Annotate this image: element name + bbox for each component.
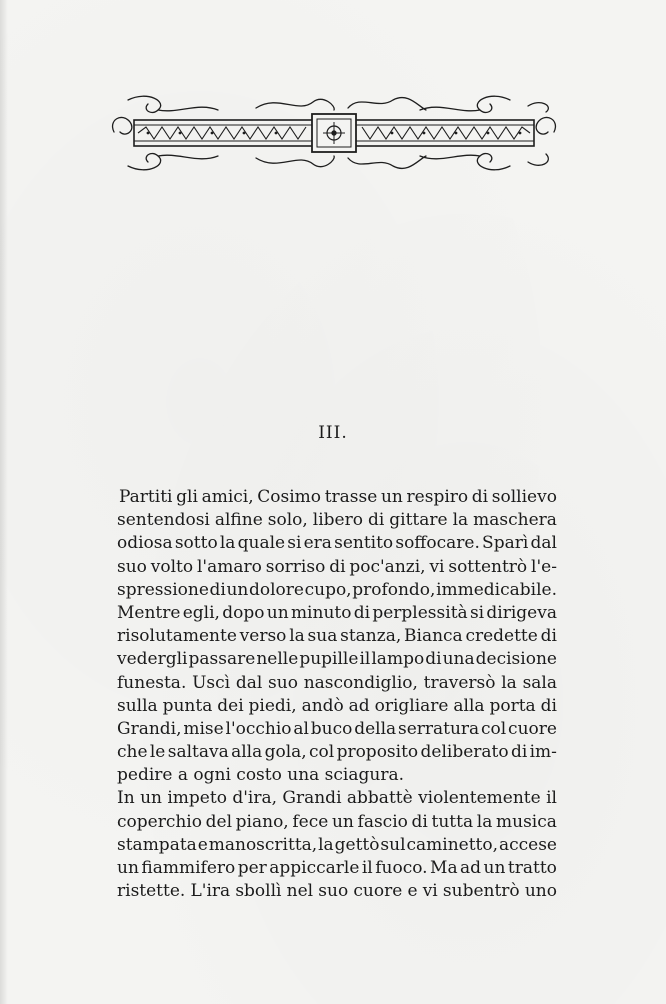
word: piano, <box>235 811 289 832</box>
word: sorriso <box>265 556 326 577</box>
word: mise <box>183 718 224 739</box>
word: appiccarle <box>269 858 360 878</box>
word: soffocare. <box>395 533 480 554</box>
word: In <box>117 788 135 809</box>
word: di <box>510 742 528 763</box>
word: vedergli <box>117 649 188 670</box>
word: suo <box>318 881 349 902</box>
word: tutta <box>431 811 474 832</box>
word: col <box>309 742 335 763</box>
word: di <box>411 811 428 832</box>
page-gutter-shadow <box>0 0 8 1004</box>
word: Grandi <box>282 788 342 809</box>
word: buco <box>310 718 353 739</box>
word: porta <box>489 695 536 716</box>
word: dolore <box>249 579 304 600</box>
word: punta <box>162 695 213 716</box>
word: dei <box>217 695 244 716</box>
word: di <box>209 579 226 600</box>
decorative-headpiece-icon <box>108 92 560 174</box>
word: della <box>354 718 397 739</box>
word: odiosa <box>117 533 173 554</box>
word: spressione <box>117 579 209 600</box>
word: il <box>361 858 373 878</box>
word: libero <box>312 510 363 531</box>
word: risolutamente <box>117 626 237 647</box>
body-text <box>117 487 557 904</box>
word: poc'anzi, <box>349 556 426 577</box>
word: violentemente <box>418 788 541 809</box>
text-line <box>117 719 557 742</box>
word: dal <box>235 672 263 693</box>
text-line <box>117 835 557 858</box>
word: coperchio <box>117 811 202 832</box>
word: alla <box>453 695 485 716</box>
word: im- <box>529 742 557 763</box>
word: d'ira, <box>232 788 277 809</box>
word: caminetto, <box>406 834 499 855</box>
word: la <box>476 811 493 832</box>
text-line <box>117 788 557 811</box>
text-line <box>117 487 557 510</box>
word: fascio <box>357 811 408 832</box>
word: Mentre <box>117 602 181 623</box>
word: la <box>318 834 334 855</box>
word: stanza, <box>340 626 402 647</box>
word: vi <box>429 556 445 577</box>
word: uno <box>524 881 557 902</box>
word: piedi, <box>248 695 297 716</box>
word: sala <box>522 672 557 693</box>
word: andò <box>301 695 344 716</box>
text-line-content: pedire a ogni costo una sciagura. <box>117 765 404 786</box>
word: sbollì <box>235 881 282 902</box>
word: solo, <box>267 510 308 531</box>
word: di <box>540 695 557 716</box>
word: origliare <box>374 695 449 716</box>
word: per <box>237 858 267 878</box>
word: di <box>367 510 385 531</box>
word: sulla <box>117 695 158 716</box>
text-line <box>117 881 557 904</box>
word: sotto <box>174 533 218 554</box>
word: che <box>117 742 148 763</box>
word: del <box>205 811 233 832</box>
word: volto <box>150 556 194 577</box>
word: un <box>117 858 139 878</box>
word: l'e- <box>531 556 557 577</box>
word: immedicabile. <box>436 579 557 600</box>
word: verso <box>239 626 287 647</box>
word: passare <box>188 649 256 670</box>
word: tratto <box>507 858 557 878</box>
word: nel <box>286 881 314 902</box>
word: credette <box>465 626 538 647</box>
word: la <box>219 533 236 554</box>
word: profondo, <box>352 579 436 600</box>
word: minuto <box>290 602 352 623</box>
word: ristette. <box>117 881 186 902</box>
word: dirigeva <box>486 602 557 623</box>
word: gittare <box>389 510 448 531</box>
word: fiammifero <box>141 858 236 878</box>
word: e <box>407 881 418 902</box>
word: la <box>452 510 469 531</box>
paragraph-2 <box>117 788 557 904</box>
word: cuore <box>508 718 557 739</box>
word: maschera <box>473 510 557 531</box>
word: un <box>226 579 249 600</box>
word: l'occhio <box>225 718 292 739</box>
text-line <box>117 533 557 556</box>
word: di <box>329 556 346 577</box>
text-line <box>117 765 557 788</box>
word: Partiti <box>119 487 173 507</box>
word: un <box>483 858 506 878</box>
text-line <box>117 812 557 835</box>
text-line <box>117 858 557 881</box>
word: abbattè <box>346 788 413 809</box>
word: nelle <box>256 649 299 670</box>
word: si <box>287 533 302 554</box>
word: sollievo <box>491 487 557 507</box>
word: fece <box>292 811 329 832</box>
word: cupo, <box>304 579 352 600</box>
word: un <box>266 602 289 623</box>
word: saltava <box>167 742 229 763</box>
word: respiro <box>406 487 469 507</box>
word: di <box>471 487 489 507</box>
word: Ma <box>430 858 458 878</box>
word: il <box>359 649 371 670</box>
word: sentendosi <box>117 510 210 531</box>
text-line <box>117 742 557 765</box>
word: decisione <box>475 649 557 670</box>
text-line <box>117 673 557 696</box>
word: cuore <box>353 881 403 902</box>
word: pupille <box>299 649 359 670</box>
word: funesta. <box>117 672 187 693</box>
word: dal <box>530 533 557 554</box>
text-line <box>117 649 557 672</box>
word: perplessità <box>372 602 468 623</box>
word: le <box>149 742 166 763</box>
word: di <box>540 626 557 647</box>
word: traversò <box>423 672 496 693</box>
word: Uscì <box>192 672 231 693</box>
word: proposito <box>336 742 419 763</box>
word: musica <box>496 811 557 832</box>
word: col <box>481 718 507 739</box>
word: impeto <box>167 788 227 809</box>
word: Bianca <box>404 626 463 647</box>
word: quale <box>237 533 286 554</box>
word: di <box>353 602 371 623</box>
word: alfine <box>214 510 263 531</box>
text-line <box>117 603 557 626</box>
word: vi <box>422 881 438 902</box>
word: sul <box>380 834 406 855</box>
text-line <box>117 510 557 533</box>
word: nascondiglio, <box>303 672 418 693</box>
word: L'ira <box>190 881 231 902</box>
word: sottentrò <box>448 556 528 577</box>
word: la <box>289 626 305 647</box>
word: sua <box>307 626 338 647</box>
word: dopo <box>222 602 265 623</box>
word: alla <box>231 742 263 763</box>
word: serratura <box>397 718 480 739</box>
word: accese <box>498 834 557 855</box>
word: di <box>425 649 442 670</box>
word: gola, <box>264 742 307 763</box>
word: manoscritta, <box>208 834 318 855</box>
word: un <box>331 811 354 832</box>
word: al <box>293 718 309 739</box>
text-line <box>117 580 557 603</box>
word: lampo <box>371 649 425 670</box>
word: la <box>501 672 517 693</box>
text-line <box>117 626 557 649</box>
word: suo <box>268 672 298 693</box>
word: l'amaro <box>196 556 262 577</box>
word: amici, <box>201 487 254 507</box>
word: un <box>140 788 162 809</box>
paragraph-1 <box>117 487 557 788</box>
word: deliberato <box>420 742 509 763</box>
word: il <box>546 788 557 809</box>
word: Cosimo <box>257 487 322 507</box>
word: suo <box>117 556 147 577</box>
word: una <box>442 649 475 670</box>
word: sentito <box>334 533 394 554</box>
word: era <box>303 533 332 554</box>
chapter-number: III. <box>318 423 348 443</box>
word: e <box>197 834 208 855</box>
word: gli <box>176 487 198 507</box>
word: si <box>469 602 485 623</box>
word: Sparì <box>482 533 529 554</box>
word: trasse <box>324 487 378 507</box>
word: subentrò <box>442 881 520 902</box>
word: ad <box>348 695 370 716</box>
word: un <box>380 487 403 507</box>
word: fuoco. <box>375 858 428 878</box>
text-line <box>117 696 557 719</box>
word: gettò <box>334 834 380 855</box>
word: Grandi, <box>117 718 182 739</box>
word: ad <box>460 858 482 878</box>
word: stampata <box>117 834 197 855</box>
text-line <box>117 557 557 580</box>
word: egli, <box>182 602 220 623</box>
